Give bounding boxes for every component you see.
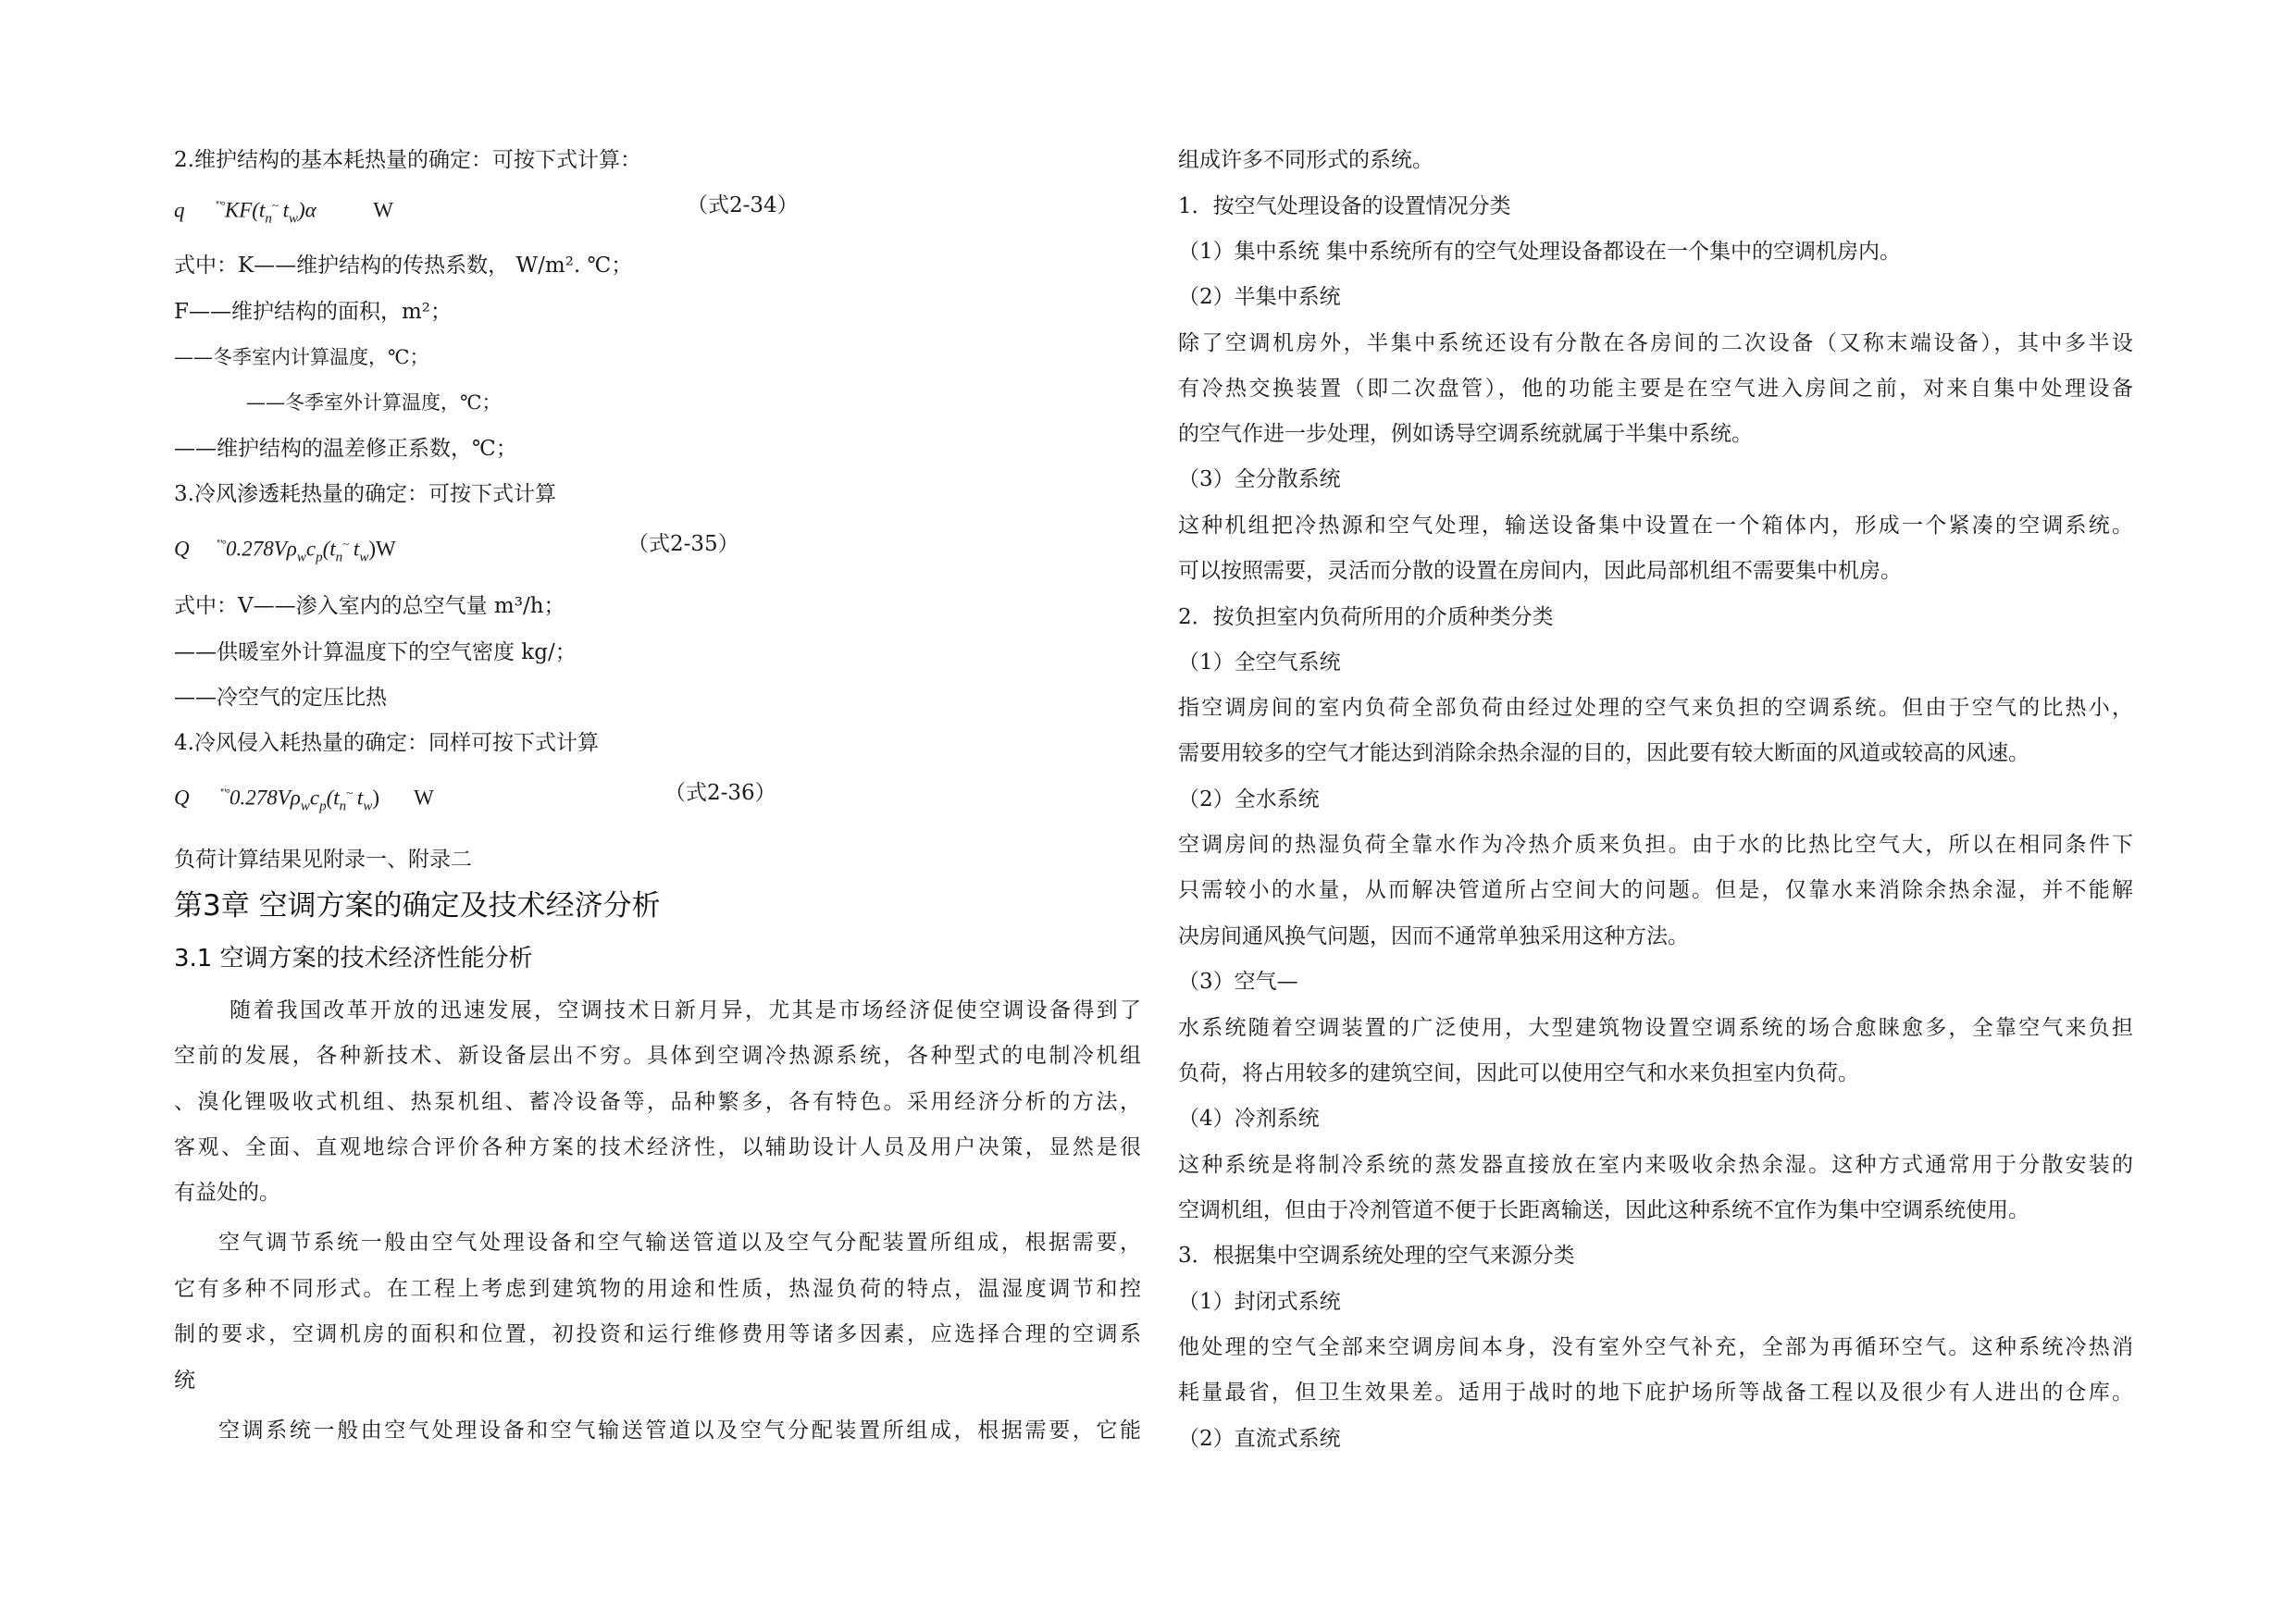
formula-sub: w	[296, 550, 306, 565]
right-line: （2）全水系统	[1178, 787, 1320, 812]
formula-sub: w	[359, 550, 369, 565]
formula-2-34	[174, 192, 393, 232]
definition-correction: ——维护结构的温差修正系数，℃；	[174, 437, 517, 461]
formula-2-35	[174, 530, 396, 571]
paragraph-3-line: 空调系统一般由空气处理设备和空气输送管道以及空气分配装置所组成，根据需要，它能	[218, 1419, 1141, 1443]
right-line: 这种系统是将制冷系统的蒸发器直接放在室内来吸收余热余湿。这种方式通常用于分散安装的	[1178, 1153, 2133, 1177]
formula-c: c	[305, 537, 316, 561]
formula-body: 0.278Vρ	[229, 786, 301, 810]
formula-sub: n	[265, 211, 272, 227]
formula-tail: )W	[368, 537, 396, 561]
right-line: 他处理的空气全部来空调房间本身，没有室外空气补充，全部为再循环空气。这种系统冷热消	[1178, 1335, 2133, 1359]
definition-k: 式中：K——维护结构的传热系数， W/m². ℃；	[174, 254, 633, 278]
formula-sub: p	[319, 799, 327, 814]
formula-glyph: '"°	[216, 198, 225, 212]
formula-symbol: Q	[174, 786, 190, 810]
formula-symbol: q	[174, 198, 185, 222]
equation-number-2-34: （式2-34）	[687, 193, 799, 217]
formula-body: KF(t	[224, 198, 266, 222]
formula-tilde: ~	[271, 198, 278, 212]
definition-air-density: ——供暖室外计算温度下的空气密度 kg/；	[174, 640, 577, 664]
right-line: 有冷热交换装置（即二次盘管），他的功能主要是在空气进入房间之前，对来自集中处理设备	[1178, 377, 2133, 401]
formula-sub: p	[316, 550, 323, 565]
chapter-title: 第3章 空调方案的确定及技术经济分析	[174, 889, 661, 923]
right-line: 2．按负担室内负荷所用的介质种类分类	[1178, 605, 1554, 629]
right-line: 耗量最省，但卫生效果差。适用于战时的地下庇护场所等战备工程以及很少有人进出的仓库。	[1178, 1381, 2133, 1405]
formula-sub: w	[300, 799, 310, 814]
section-title: 3.1 空调方案的技术经济性能分析	[174, 945, 533, 973]
right-line: （2）半集中系统	[1178, 285, 1341, 309]
right-line: 组成许多不同形式的系统。	[1178, 148, 1433, 172]
paragraph-1-line: 、溴化锂吸收式机组、热泵机组、蓄冷设备等，品种繁多，各有特色。采用经济分析的方法，	[174, 1090, 1141, 1114]
formula-mid: t	[277, 198, 289, 222]
load-result-note: 负荷计算结果见附录一、附录二	[174, 848, 472, 872]
formula-t: (t	[326, 786, 340, 810]
paragraph-1-line: 空前的发展，各种新技术、新设备层出不穷。具体到空调冷热源系统，各种型式的电制冷机组	[174, 1044, 1141, 1068]
definition-f: F——维护结构的面积，m²；	[174, 300, 452, 324]
equation-number-2-36: （式2-36）	[664, 781, 776, 805]
right-line: 的空气作进一步处理，例如诱导空调系统就属于半集中系统。	[1178, 422, 1753, 446]
formula-sub: n	[335, 550, 343, 565]
formula-tail: )	[372, 786, 379, 810]
right-line: 1．按空气处理设备的设置情况分类	[1178, 194, 1511, 218]
definition-indoor-temp: ——冬季室内计算温度，℃；	[174, 346, 429, 368]
definition-outdoor-temp: ——冬季室外计算温度，℃；	[246, 391, 502, 414]
right-line: 可以按照需要，灵活而分散的设置在房间内，因此局部机组不需要集中机房。	[1178, 559, 1902, 583]
formula-glyph: '"°	[220, 786, 230, 799]
formula-unit: W	[414, 786, 434, 810]
right-line: 指空调房间的室内负荷全部负荷由经过处理的空气来负担的空调系统。但由于空气的比热小，	[1178, 696, 2133, 720]
right-line: （1）封闭式系统	[1178, 1290, 1341, 1314]
formula-t: (t	[322, 537, 336, 561]
right-line: 负荷，将占用较多的建筑空间，因此可以使用空气和水来负担室内负荷。	[1178, 1061, 1859, 1085]
paragraph-1-line: 有益处的。	[174, 1181, 280, 1205]
right-line: （1）集中系统 集中系统所有的空气处理设备都设在一个集中的空调机房内。	[1178, 240, 1901, 264]
formula-sub: w	[363, 799, 373, 814]
paragraph-2-line: 它有多种不同形式。在工程上考虑到建筑物的用途和性质，热湿负荷的特点，温湿度调节和控	[174, 1277, 1141, 1301]
formula-tilde: ~	[346, 786, 353, 799]
equation-number-2-35: （式2-35）	[627, 532, 739, 556]
right-line: 空调房间的热湿负荷全靠水作为冷热介质来负担。由于水的比热比空气大，所以在相同条件下	[1178, 833, 2133, 857]
formula-tilde: ~	[342, 537, 349, 551]
formula-mid: t	[348, 537, 360, 561]
right-line: （4）冷剂系统	[1178, 1107, 1320, 1131]
right-line: （2）直流式系统	[1178, 1427, 1341, 1451]
definition-v: 式中：V——渗入室内的总空气量 m³/h；	[174, 594, 565, 618]
infiltration-heading: 3.冷风渗透耗热量的确定：可按下式计算	[174, 482, 556, 506]
formula-symbol: Q	[174, 537, 190, 561]
formula-c: c	[309, 786, 320, 810]
paragraph-1-line: 客观、全面、直观地综合评价各种方案的技术经济性，以辅助设计人员及用户决策，显然是很	[174, 1135, 1141, 1159]
formula-2-36	[174, 779, 434, 820]
formula-unit: W	[373, 198, 393, 222]
paragraph-2-line: 空气调节系统一般由空气处理设备和空气输送管道以及空气分配装置所组成，根据需要，	[218, 1231, 1141, 1255]
right-line: 决房间通风换气问题，因而不通常单独采用这种方法。	[1178, 924, 1689, 948]
right-line: 需要用较多的空气才能达到消除余热余湿的目的，因此要有较大断面的风道或较高的风速。	[1178, 741, 2029, 765]
heat-loss-heading: 2.维护结构的基本耗热量的确定：可按下式计算：	[174, 148, 641, 172]
right-line: 3．根据集中空调系统处理的空气来源分类	[1178, 1244, 1575, 1268]
right-line: （3）全分散系统	[1178, 467, 1341, 491]
paragraph-2-line: 统	[174, 1369, 195, 1393]
formula-mid: t	[352, 786, 364, 810]
paragraph-1-line: 随着我国改革开放的迅速发展，空调技术日新月异，尤其是市场经济促使空调设备得到了	[230, 998, 1141, 1022]
right-line: 空调机组，但由于冷剂管道不便于长距离输送，因此这种系统不宜作为集中空调系统使用。	[1178, 1198, 2029, 1222]
right-line: （3）空气—	[1178, 970, 1298, 994]
formula-sub: n	[339, 799, 347, 814]
formula-sub: w	[289, 211, 299, 227]
intrusion-heading: 4.冷风侵入耗热量的确定：同样可按下式计算	[174, 731, 599, 755]
paragraph-2-line: 制的要求，空调机房的面积和位置，初投资和运行维修费用等诸多因素，应选择合理的空调系	[174, 1322, 1141, 1346]
formula-glyph: '"°	[217, 537, 226, 551]
right-line: 除了空调机房外，半集中系统还设有分散在各房间的二次设备（又称末端设备），其中多半设	[1178, 331, 2133, 355]
right-line: 只需较小的水量，从而解决管道所占空间大的问题。但是，仅靠水来消除余热余湿，并不能解	[1178, 878, 2133, 902]
formula-tail: )α	[298, 198, 316, 222]
right-line: 这种机组把冷热源和空气处理，输送设备集中设置在一个箱体内，形成一个紧凑的空调系统。	[1178, 514, 2133, 538]
right-line: 水系统随着空调装置的广泛使用，大型建筑物设置空调系统的场合愈睐愈多，全靠空气来负担	[1178, 1016, 2133, 1040]
definition-specific-heat: ——冷空气的定压比热	[174, 686, 387, 710]
formula-body: 0.278Vρ	[225, 537, 297, 561]
right-line: （1）全空气系统	[1178, 650, 1341, 675]
